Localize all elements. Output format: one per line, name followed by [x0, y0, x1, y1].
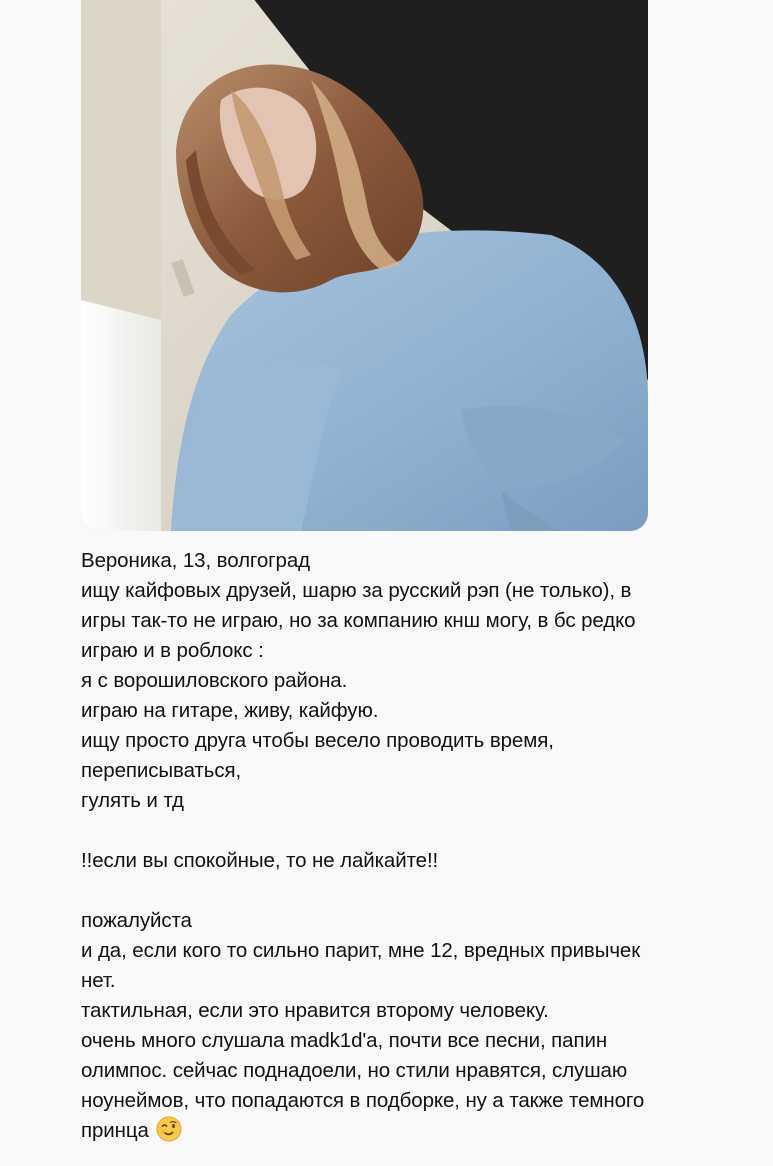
bio-line: Вероника, 13, волгоград [81, 549, 310, 572]
profile-photo[interactable] [81, 0, 648, 531]
bio-line: ищу кайфовых друзей, шарю за русский рэп (не только), в [81, 579, 632, 602]
bio-line: и да, если кого то сильно парит, мне 12, вредных привычек [81, 939, 641, 962]
bio-line-last [81, 1116, 721, 1146]
bio-line: ищу просто друга чтобы весело проводить время, [81, 729, 554, 752]
bio-line-text: принца [81, 1119, 149, 1142]
bio-line: !!если вы спокойные, то не лайкайте!! [81, 849, 439, 872]
bio-line: переписываться, [81, 759, 242, 782]
bio-line: игры так-то не играю, но за компанию кнш могу, в бс редко [81, 609, 636, 632]
profile-photo-image [81, 0, 648, 531]
bio-line: играю и в роблокс : [81, 639, 264, 662]
bio-line: я с ворошиловского района. [81, 669, 348, 692]
bio-line: очень много слушала madk1d'a, почти все песни, папин [81, 1029, 608, 1052]
bio-line: олимпос. сейчас поднадоели, но стили нравятся, слушаю [81, 1059, 628, 1082]
bio-line: играю на гитаре, живу, кайфую. [81, 699, 379, 722]
bio-line: ноунеймов, что попадаются в подборке, ну а также темного [81, 1089, 645, 1112]
profile-bio [81, 546, 721, 1146]
bio-line: гулять и тд [81, 789, 184, 812]
bio-line-blank [81, 876, 721, 906]
bio-line: тактильная, если это нравится второму человеку. [81, 999, 549, 1022]
bio-line-blank [81, 816, 721, 846]
winking-face-icon [156, 1116, 182, 1142]
bio-line: нет. [81, 969, 116, 992]
bio-line: пожалуйста [81, 909, 192, 932]
